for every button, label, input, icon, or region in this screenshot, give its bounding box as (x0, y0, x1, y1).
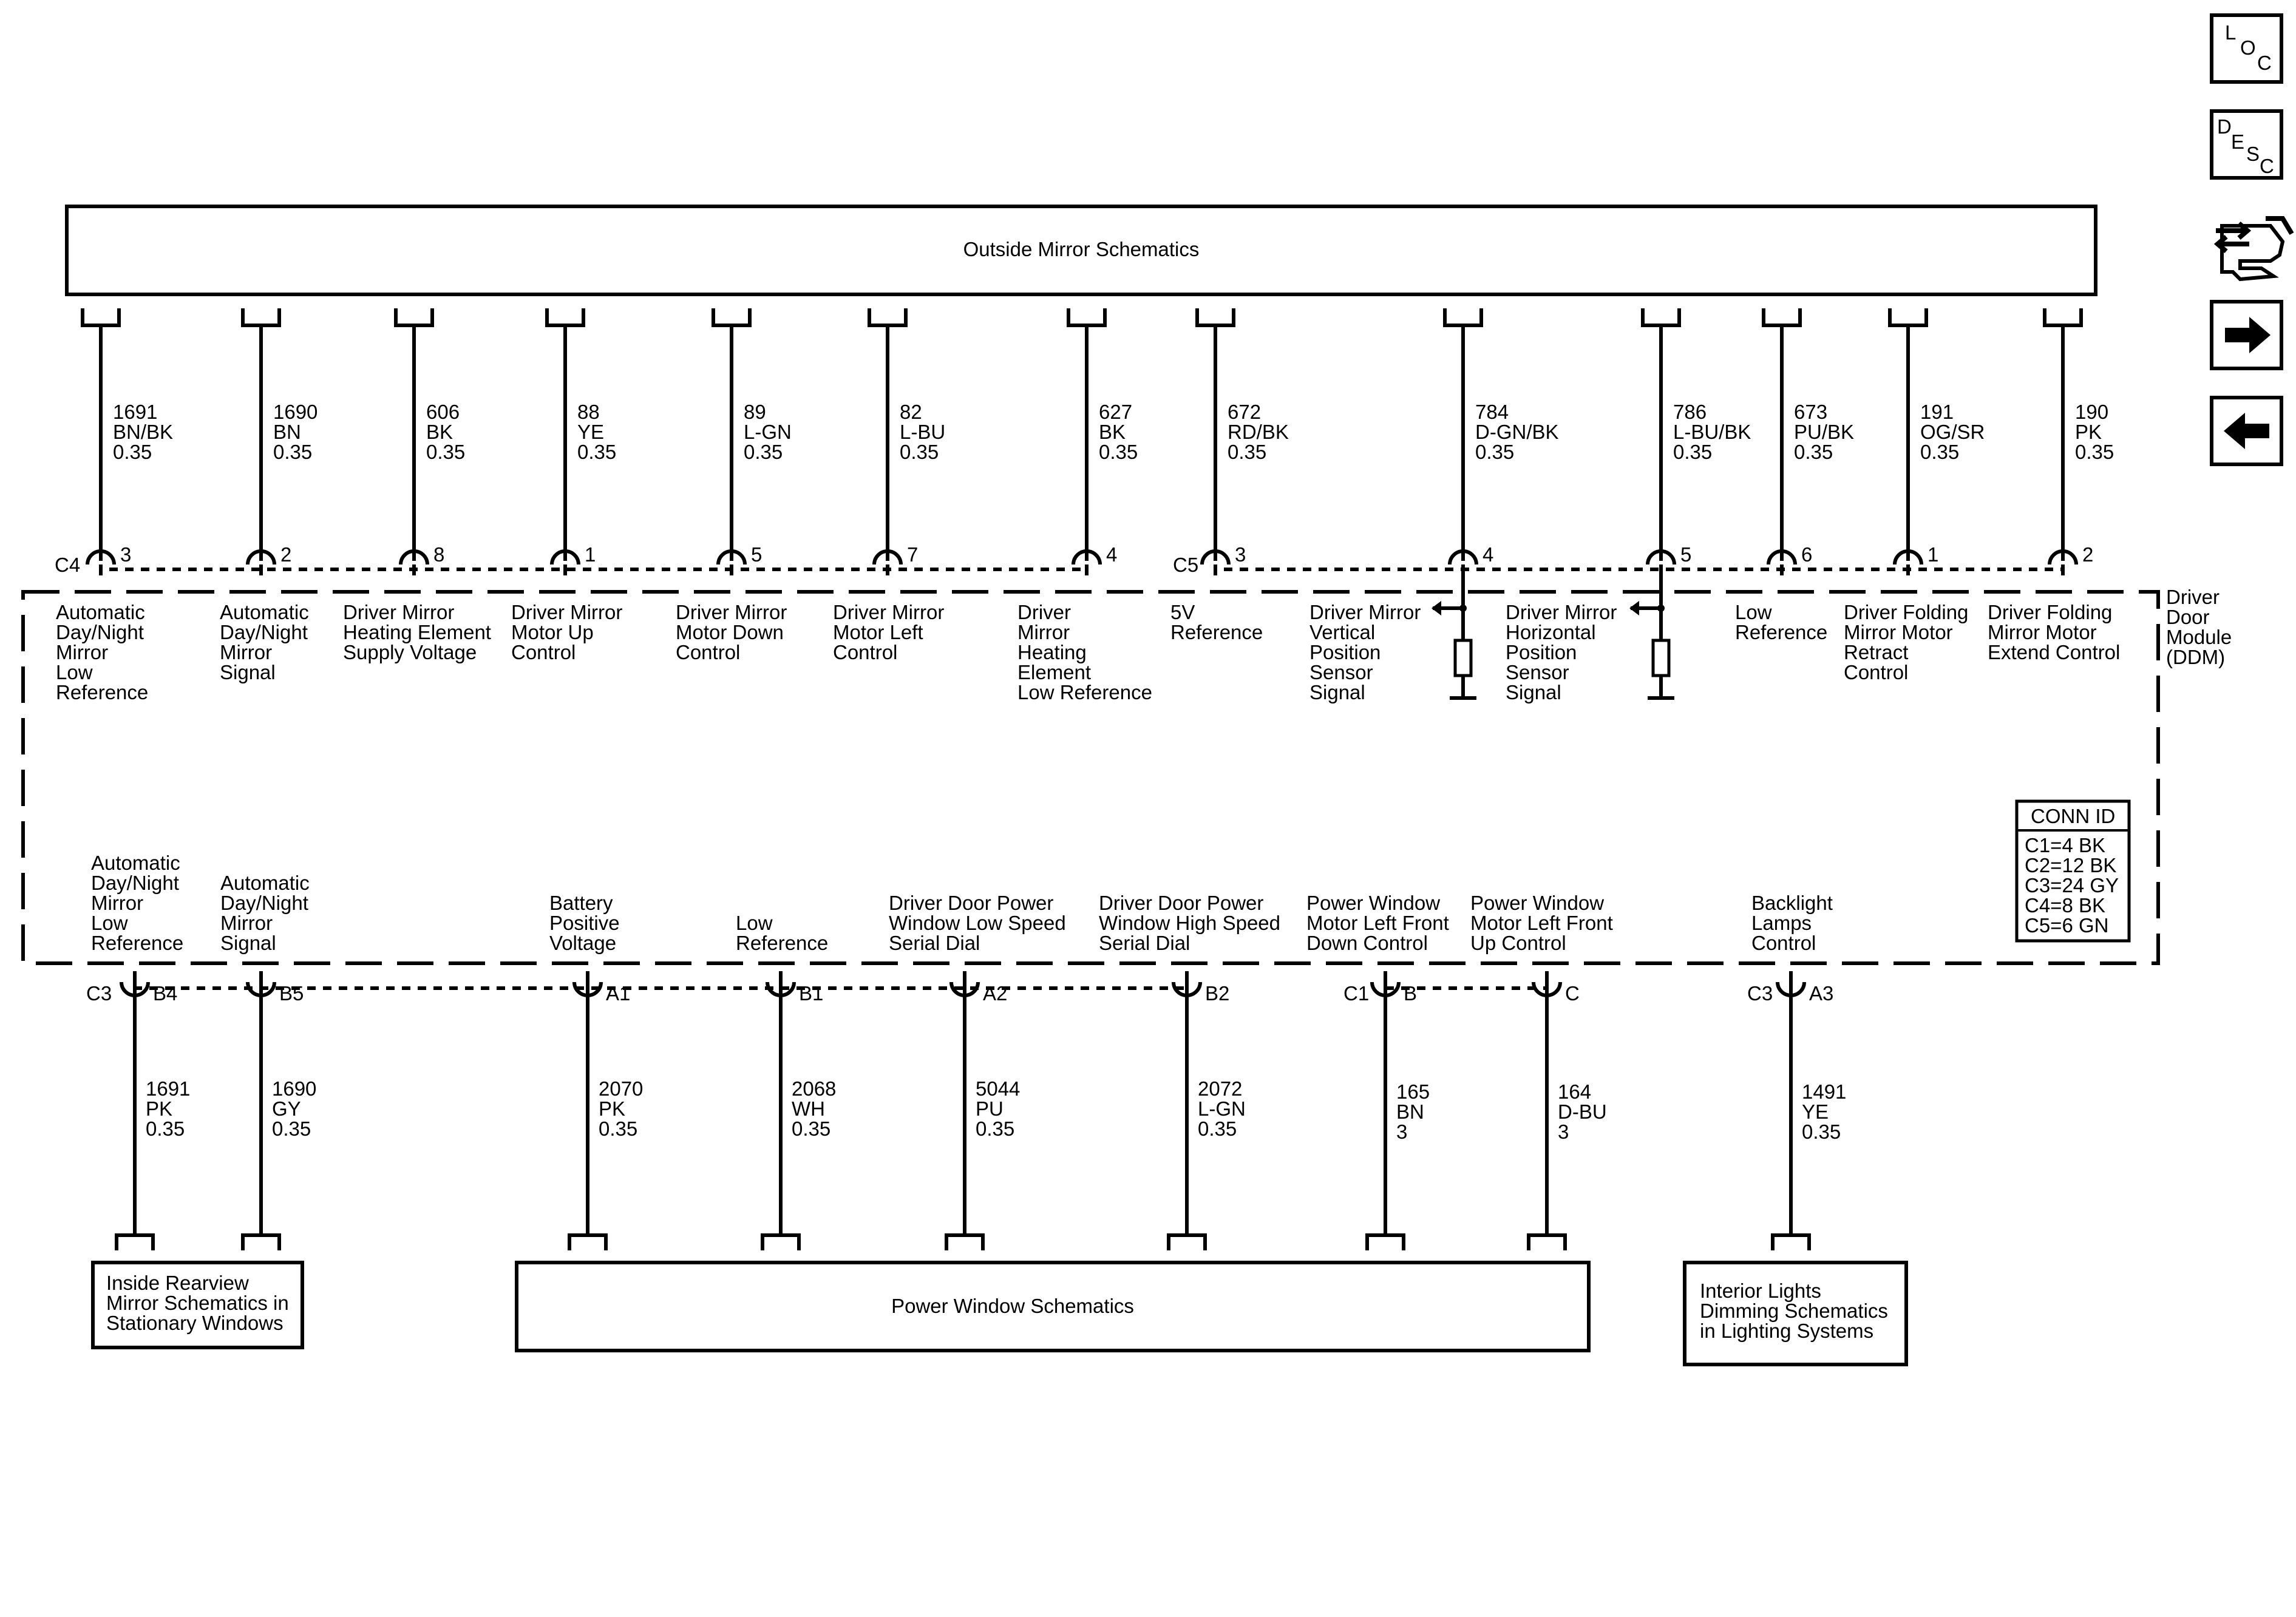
wire-color: PU (976, 1097, 1004, 1120)
connector-c5-label: C5 (1173, 554, 1199, 576)
pin-label-line: Mirror Motor (1988, 621, 2097, 643)
connector-c4-label: C4 (55, 554, 81, 576)
pin-label-line: Extend Control (1988, 641, 2121, 663)
pin-number: 2 (2082, 543, 2094, 566)
wire-color: BN (1396, 1100, 1424, 1123)
wire-gauge: 0.35 (792, 1117, 831, 1140)
pin-label-line: Supply Voltage (343, 641, 477, 663)
pin-label-line: Driver Mirror (833, 601, 945, 623)
pin-label-line: Day/Night (91, 872, 179, 894)
bottom-wire-2072[interactable] (1169, 971, 1246, 1250)
pin-label-line: Serial Dial (1099, 932, 1190, 954)
position-sensor-potentiometer-2 (1629, 575, 1674, 698)
wire-gauge: 0.35 (577, 441, 617, 463)
pin-label-line: Low (91, 912, 128, 934)
outside-mirror-schematics-box[interactable] (67, 206, 2096, 294)
wire-color: BK (1099, 421, 1126, 443)
wire-gauge: 0.35 (2075, 441, 2114, 463)
wire-color: GY (272, 1097, 301, 1120)
svg-text:(DDM): (DDM) (2166, 646, 2226, 668)
svg-text:C2=12 BK: C2=12 BK (2025, 854, 2117, 876)
pin-number: B2 (1205, 982, 1230, 1005)
top-pin-label (1735, 601, 1827, 643)
circuit-number: 673 (1794, 401, 1828, 423)
wire-gauge: 0.35 (900, 441, 939, 463)
top-pin-label (676, 601, 787, 663)
wire-gauge: 0.35 (1920, 441, 1960, 463)
pin-label-line: Motor Left Front (1306, 912, 1449, 934)
pin-number: 1 (585, 543, 596, 566)
power-window-schematics-box[interactable] (517, 1263, 1589, 1351)
pin-label-line: Reference (91, 932, 184, 954)
pin-label-line: Automatic (220, 872, 310, 894)
harness-terminal (763, 1235, 799, 1250)
pin-label-line: Voltage (549, 932, 617, 954)
circuit-number: 165 (1396, 1080, 1430, 1103)
pin-label-line: Day/Night (56, 621, 144, 643)
wire-color: OG/SR (1920, 421, 1985, 443)
wire-color: D-BU (1558, 1100, 1607, 1123)
pin-label-line: Reference (56, 681, 149, 703)
top-pin-label (833, 601, 944, 663)
pin-label-line: Mirror (220, 912, 273, 934)
pin-label-line: Driver Mirror (511, 601, 623, 623)
wire-color: D-GN/BK (1475, 421, 1559, 443)
wire-color: PK (599, 1097, 626, 1120)
top-wire-1690[interactable] (243, 308, 318, 575)
pin-label-line: Driver Mirror (676, 601, 787, 623)
circuit-number: 1491 (1802, 1080, 1847, 1103)
wire-color: YE (577, 421, 605, 443)
bottom-pin-label (1099, 892, 1280, 954)
pin-number: 5 (751, 543, 763, 566)
pin-label-line: Position (1506, 641, 1577, 663)
pin-label-line: Driver Folding (1844, 601, 1969, 623)
pin-label-line: Motor Down (676, 621, 784, 643)
wire-color: YE (1802, 1100, 1829, 1123)
pin-label-line: Day/Night (220, 621, 308, 643)
pin-label-line: Mirror Motor (1844, 621, 1953, 643)
top-wire-627[interactable] (1068, 308, 1138, 575)
pin-label-line: Power Window (1470, 892, 1605, 914)
harness-terminal (946, 1235, 983, 1250)
pin-label-line: Low Reference (1017, 681, 1152, 703)
harness-terminal (117, 1235, 153, 1250)
harness-terminal (1773, 1235, 1809, 1250)
pin-label-line: Control (1844, 661, 1909, 683)
circuit-number: 190 (2075, 401, 2109, 423)
pin-label-line: Heating (1017, 641, 1087, 663)
top-wire-672[interactable] (1197, 308, 1289, 575)
pin-label-line: Mirror (1017, 621, 1070, 643)
pin-number: B (1404, 982, 1418, 1005)
bottom-pin-label (889, 892, 1066, 954)
pin-label-line: Control (1751, 932, 1816, 954)
svg-text:C4=8 BK: C4=8 BK (2025, 894, 2105, 917)
wire-gauge: 0.35 (1475, 441, 1515, 463)
wire-color: PU/BK (1794, 421, 1855, 443)
pin-number: 4 (1106, 543, 1118, 566)
top-wire-784[interactable] (1445, 308, 1559, 575)
pin-label-line: 5V (1170, 601, 1195, 623)
svg-text:E: E (2231, 131, 2245, 153)
pin-label-line: Control (676, 641, 741, 663)
svg-text:C: C (2257, 52, 2272, 74)
bottom-wire-2070[interactable] (569, 971, 643, 1250)
connector-c3-label: C3 (86, 982, 112, 1005)
harness-terminal (1764, 308, 1800, 325)
wire-gauge: 0.35 (976, 1117, 1015, 1140)
wire-color: L-GN (1198, 1097, 1246, 1120)
pin-number: 7 (907, 543, 919, 566)
harness-terminal (569, 1235, 606, 1250)
top-pin-label (1309, 601, 1421, 703)
svg-text:C5=6 GN: C5=6 GN (2025, 914, 2109, 937)
pin-label-line: Signal (220, 661, 276, 683)
connector-end-view-icon[interactable] (2216, 219, 2292, 279)
bottom-pin-label (220, 872, 310, 954)
pin-label-line: Element (1017, 661, 1092, 683)
circuit-number: 89 (744, 401, 766, 423)
wire-gauge: 3 (1558, 1120, 1569, 1143)
top-pin-label (511, 601, 622, 663)
pin-number: 4 (1483, 543, 1494, 566)
bottom-pin-label (91, 852, 183, 954)
pin-label-line: Motor Left Front (1470, 912, 1613, 934)
top-pin-label (220, 601, 309, 683)
top-wire-191[interactable] (1890, 308, 1985, 575)
pin-label-line: Driver Door Power (889, 892, 1054, 914)
svg-text:C3=24 GY: C3=24 GY (2025, 874, 2119, 897)
circuit-number: 606 (426, 401, 460, 423)
module-name (2166, 586, 2232, 668)
pin-label-line: Horizontal (1506, 621, 1596, 643)
harness-terminal (713, 308, 750, 325)
top-wire-88[interactable] (547, 308, 616, 575)
pin-number: 3 (1235, 543, 1246, 566)
top-wire-1691[interactable] (83, 308, 173, 575)
pin-label-line: Driver (1017, 601, 1071, 623)
desc-button[interactable] (2212, 111, 2281, 178)
bottom-wire-1691[interactable] (117, 971, 190, 1250)
pin-number: 1 (1927, 543, 1939, 566)
bottom-pin-label (549, 892, 620, 954)
circuit-number: 786 (1673, 401, 1707, 423)
connector-c1-label: C1 (1343, 982, 1370, 1005)
pin-label-line: Automatic (220, 601, 309, 623)
top-wire-82[interactable] (869, 308, 945, 575)
bottom-wire-5044[interactable] (946, 971, 1020, 1250)
pin-label-line: Up Control (1470, 932, 1566, 954)
circuit-number: 2070 (599, 1077, 644, 1100)
harness-terminal (1890, 308, 1926, 325)
harness-terminal (1643, 308, 1679, 325)
top-pin-label (343, 601, 491, 663)
wire-gauge: 0.35 (146, 1117, 185, 1140)
pin-label-line: Signal (1309, 681, 1365, 703)
pin-number: A3 (1809, 982, 1834, 1005)
pin-label-line: Day/Night (220, 892, 308, 914)
bottom-wire-165[interactable] (1367, 971, 1430, 1250)
harness-terminal (1445, 308, 1481, 325)
harness-terminal (2045, 308, 2081, 325)
svg-text:C1=4 BK: C1=4 BK (2025, 834, 2105, 856)
connector-id-table (2017, 801, 2129, 941)
pin-label-line: Reference (736, 932, 829, 954)
pin-label-line: Window Low Speed (889, 912, 1066, 934)
wire-color: L-GN (744, 421, 792, 443)
top-pin-label (56, 601, 148, 703)
pin-label-line: Position (1309, 641, 1381, 663)
pin-label-line: Motor Left (833, 621, 923, 643)
interior-lights-dimming-schematics-box[interactable] (1685, 1263, 1906, 1364)
pin-label-line: Battery (549, 892, 613, 914)
bottom-wire-164[interactable] (1529, 971, 1607, 1250)
loc-button[interactable] (2212, 15, 2281, 82)
wire-gauge: 0.35 (1198, 1117, 1237, 1140)
circuit-number: 82 (900, 401, 922, 423)
pin-label-line: Sensor (1309, 661, 1373, 683)
wire-gauge: 3 (1396, 1120, 1408, 1143)
harness-terminal (243, 308, 279, 325)
circuit-number: 784 (1475, 401, 1509, 423)
bottom-wire-1491[interactable] (1773, 971, 1846, 1250)
pin-number: A2 (983, 982, 1008, 1005)
pin-label-line: Positive (549, 912, 620, 934)
bottom-wires (91, 852, 1846, 1250)
pin-number: B5 (279, 982, 304, 1005)
harness-terminal (1529, 1235, 1565, 1250)
svg-text:Outside Mirror Schematics: Outside Mirror Schematics (963, 238, 1200, 260)
pin-label-line: Motor Up (511, 621, 594, 643)
wire-gauge: 0.35 (426, 441, 466, 463)
circuit-number: 1690 (272, 1077, 317, 1100)
harness-terminal (83, 308, 119, 325)
svg-text:Dimming Schematics: Dimming Schematics (1700, 1300, 1888, 1322)
connector-c3-backlight-label: C3 (1747, 982, 1773, 1005)
top-wire-89[interactable] (713, 308, 792, 575)
top-wires (56, 308, 2120, 703)
bottom-pin-label (1751, 892, 1833, 954)
pin-label-line: Retract (1844, 641, 1909, 663)
top-wire-606[interactable] (396, 308, 465, 575)
circuit-number: 191 (1920, 401, 1954, 423)
top-wire-786[interactable] (1643, 308, 1751, 575)
wire-gauge: 0.35 (272, 1117, 311, 1140)
svg-text:L: L (2225, 21, 2237, 44)
wire-color: PK (146, 1097, 173, 1120)
wire-gauge: 0.35 (1228, 441, 1267, 463)
next-page-button[interactable] (2212, 302, 2281, 368)
top-pin-label (1170, 601, 1263, 643)
pin-label-line: Low (56, 661, 93, 683)
wire-color: BK (426, 421, 453, 443)
circuit-number: 2068 (792, 1077, 837, 1100)
wire-gauge: 0.35 (599, 1117, 638, 1140)
pin-label-line: Signal (220, 932, 276, 954)
pin-label-line: Sensor (1506, 661, 1569, 683)
circuit-number: 1690 (273, 401, 318, 423)
bottom-pin-label (736, 912, 828, 954)
pin-label-line: Driver Mirror (343, 601, 455, 623)
svg-text:C: C (2260, 155, 2274, 177)
svg-text:O: O (2240, 36, 2256, 59)
wire-gauge: 0.35 (1673, 441, 1713, 463)
bottom-wire-1690[interactable] (243, 971, 316, 1250)
svg-text:Driver: Driver (2166, 586, 2220, 608)
pin-number: A1 (606, 982, 631, 1005)
pin-label-line: Driver Door Power (1099, 892, 1264, 914)
wire-color: L-BU/BK (1673, 421, 1751, 443)
top-pin-label (1017, 601, 1152, 703)
bottom-wire-2068[interactable] (763, 971, 836, 1250)
pin-number: 5 (1680, 543, 1692, 566)
wire-color: WH (792, 1097, 825, 1120)
pin-label-line: Mirror (220, 641, 273, 663)
wire-gauge: 0.35 (113, 441, 152, 463)
top-pin-label (1988, 601, 2120, 663)
wire-gauge: 0.35 (744, 441, 783, 463)
pin-label-line: Serial Dial (889, 932, 980, 954)
svg-text:Power Window Schematics: Power Window Schematics (891, 1295, 1134, 1317)
wire-color: BN/BK (113, 421, 174, 443)
pin-label-line: Backlight (1751, 892, 1833, 914)
inside-rearview-mirror-schematics-box[interactable] (93, 1263, 302, 1348)
harness-terminal (1068, 308, 1105, 325)
svg-text:in Lighting Systems: in Lighting Systems (1700, 1320, 1874, 1342)
circuit-number: 672 (1228, 401, 1262, 423)
pin-label-line: Heating Element (343, 621, 491, 643)
pin-label-line: Mirror (56, 641, 109, 663)
pin-label-line: Lamps (1751, 912, 1812, 934)
harness-terminal (1197, 308, 1234, 325)
pin-number: 8 (433, 543, 445, 566)
pin-number: 3 (120, 543, 132, 566)
circuit-number: 88 (577, 401, 600, 423)
top-wire-190[interactable] (2045, 308, 2114, 575)
pin-label-line: Reference (1170, 621, 1263, 643)
bottom-pin-label (1306, 892, 1449, 954)
top-pin-label (1506, 601, 1617, 703)
circuit-number: 627 (1099, 401, 1133, 423)
pin-number: 2 (280, 543, 292, 566)
harness-terminal (1169, 1235, 1205, 1250)
wire-color: L-BU (900, 421, 946, 443)
wire-gauge: 0.35 (273, 441, 313, 463)
pin-label-line: Window High Speed (1099, 912, 1280, 934)
wire-color: BN (273, 421, 301, 443)
pin-label-line: Control (833, 641, 898, 663)
pin-number: C (1565, 982, 1580, 1005)
svg-text:Inside Rearview: Inside Rearview (106, 1272, 249, 1294)
svg-text:CONN ID: CONN ID (2031, 805, 2116, 827)
pin-label-line: Vertical (1309, 621, 1376, 643)
circuit-number: 5044 (976, 1077, 1021, 1100)
circuit-number: 164 (1558, 1080, 1592, 1103)
pin-label-line: Mirror (91, 892, 144, 914)
harness-terminal (1367, 1235, 1404, 1250)
pin-label-line: Driver Mirror (1309, 601, 1421, 623)
pin-label-line: Signal (1506, 681, 1561, 703)
pin-label-line: Driver Mirror (1506, 601, 1617, 623)
pin-label-line: Driver Folding (1988, 601, 2113, 623)
wire-gauge: 0.35 (1099, 441, 1138, 463)
pin-label-line: Reference (1735, 621, 1828, 643)
pin-label-line: Down Control (1306, 932, 1428, 954)
circuit-number: 1691 (113, 401, 158, 423)
svg-text:Mirror Schematics in: Mirror Schematics in (106, 1292, 289, 1314)
circuit-number: 2072 (1198, 1077, 1243, 1100)
svg-text:Interior Lights: Interior Lights (1700, 1280, 1821, 1302)
previous-page-button[interactable] (2212, 398, 2281, 464)
pin-number: B4 (153, 982, 178, 1005)
pin-label-line: Automatic (91, 852, 180, 874)
harness-terminal (243, 1235, 279, 1250)
svg-text:Stationary Windows: Stationary Windows (106, 1312, 284, 1334)
wire-color: RD/BK (1228, 421, 1289, 443)
circuit-number: 1691 (146, 1077, 191, 1100)
svg-text:D: D (2217, 115, 2232, 138)
top-wire-673[interactable] (1764, 308, 1854, 575)
harness-terminal (869, 308, 906, 325)
pin-label-line: Automatic (56, 601, 145, 623)
wire-color: PK (2075, 421, 2102, 443)
svg-text:Module: Module (2166, 626, 2232, 648)
svg-text:Door: Door (2166, 606, 2210, 628)
pin-number: B1 (799, 982, 824, 1005)
position-sensor-potentiometer-1 (1432, 575, 1476, 698)
svg-text:S: S (2246, 143, 2260, 165)
wire-gauge: 0.35 (1802, 1120, 1841, 1143)
harness-terminal (547, 308, 583, 325)
top-pin-label (1844, 601, 1968, 683)
harness-terminal (396, 308, 432, 325)
pin-label-line: Power Window (1306, 892, 1441, 914)
pin-label-line: Low (736, 912, 773, 934)
pin-label-line: Control (511, 641, 576, 663)
wire-gauge: 0.35 (1794, 441, 1833, 463)
bottom-pin-label (1470, 892, 1613, 954)
pin-label-line: Low (1735, 601, 1772, 623)
pin-number: 6 (1801, 543, 1813, 566)
